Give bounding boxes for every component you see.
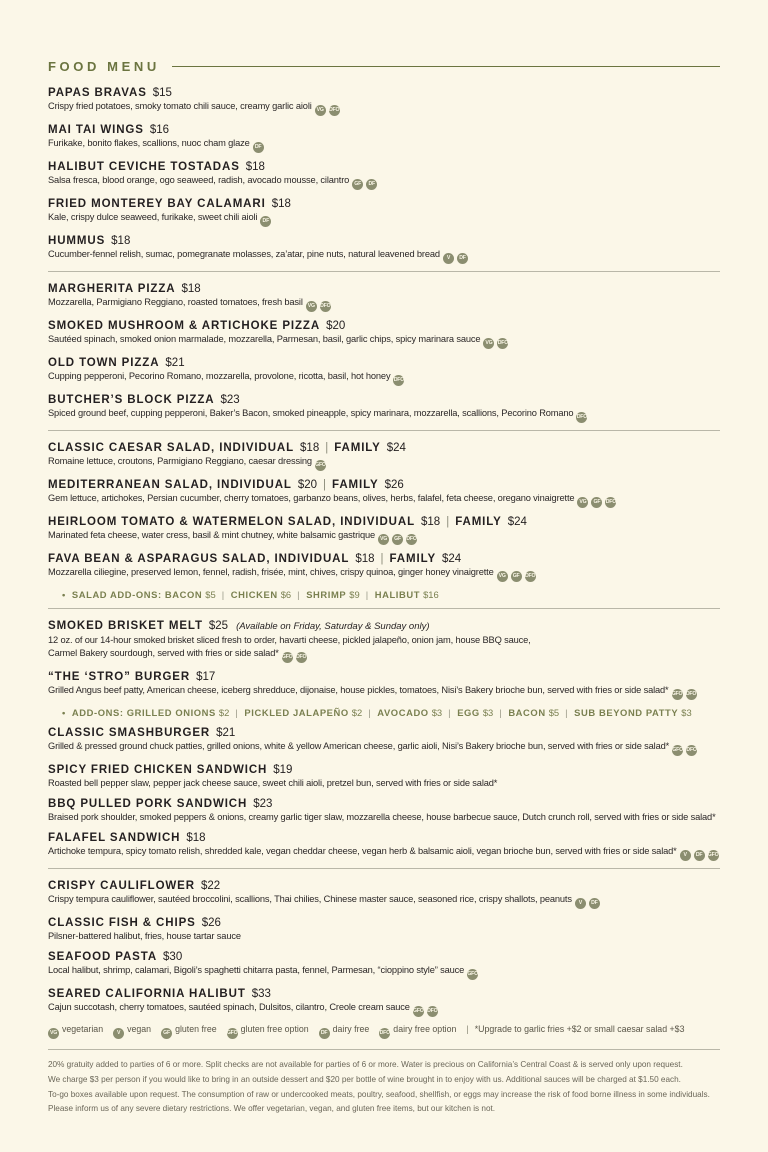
item-description: Artichoke tempura, spicy tomato relish, shredded kale, vegan cheddar cheese, vegan herb & balsamic aioli, vegan brioche bun, served with fries or side salad* V DF GFO bbox=[48, 845, 720, 861]
item-price-family: $24 bbox=[386, 442, 406, 454]
section-divider bbox=[48, 868, 720, 869]
addon-separator: | bbox=[297, 589, 301, 600]
legend-item bbox=[161, 1024, 217, 1034]
item-price: $18 bbox=[245, 161, 265, 173]
item-price: $19 bbox=[273, 764, 293, 776]
item-heading bbox=[48, 441, 720, 455]
item-heading bbox=[48, 515, 720, 529]
item-price: $21 bbox=[165, 357, 185, 369]
diet-badge-icon: GFO bbox=[227, 1028, 238, 1039]
item-name: PAPAS BRAVAS bbox=[48, 87, 147, 99]
item-price: $20 bbox=[297, 479, 318, 491]
item-description: Local halibut, shrimp, calamari, Bigoli’s spaghetti chitarra pasta, fennel, Parmesan, “cioppino style” sauce GFO bbox=[48, 964, 720, 980]
menu-item bbox=[48, 552, 720, 582]
legend-label: dairy free option bbox=[393, 1024, 457, 1034]
menu-item bbox=[48, 670, 720, 700]
item-heading bbox=[48, 478, 720, 492]
item-name-family: FAMILY bbox=[332, 479, 379, 491]
menu-item bbox=[48, 234, 720, 264]
addon-price: $5 bbox=[205, 589, 216, 600]
diet-badge-icon: DFO bbox=[427, 1006, 438, 1017]
menu-item bbox=[48, 393, 720, 423]
diet-badge-icon: DFO bbox=[393, 375, 404, 386]
diet-badge-icon: VG bbox=[378, 534, 389, 545]
item-heading bbox=[48, 160, 720, 174]
item-price: $18 bbox=[355, 553, 375, 565]
menu-item bbox=[48, 515, 720, 545]
item-description: Cupping pepperoni, Pecorino Romano, mozzarella, provolone, ricotta, basil, hot honey DFO bbox=[48, 370, 720, 386]
diet-badge-icon: DF bbox=[253, 142, 264, 153]
item-description: Spiced ground beef, cupping pepperoni, Baker’s Bacon, smoked pineapple, spicy marinara, mozzarella, scallions, Pecorino Romano DFO bbox=[48, 407, 720, 423]
item-name: SEAFOOD PASTA bbox=[48, 951, 158, 963]
section-divider bbox=[48, 271, 720, 272]
diet-badge-icon: V bbox=[113, 1028, 124, 1039]
item-description: Cajun succotash, cherry tomatoes, sautéed spinach, Dulsitos, cilantro, Creole cream sauce GFO DFO bbox=[48, 1001, 720, 1017]
item-heading bbox=[48, 197, 720, 211]
item-heading bbox=[48, 831, 720, 845]
addon-price: $5 bbox=[548, 707, 560, 718]
item-name: CRISPY CAULIFLOWER bbox=[48, 880, 195, 892]
diet-badge-icon: DF bbox=[366, 179, 377, 190]
item-name: HALIBUT CEVICHE TOSTADAS bbox=[48, 161, 240, 173]
item-price: $15 bbox=[152, 87, 172, 99]
menu-item bbox=[48, 478, 720, 508]
legend-item bbox=[379, 1024, 456, 1034]
item-description: Cucumber-fennel relish, sumac, pomegranate molasses, za’atar, pine nuts, natural leavened bread V DF bbox=[48, 248, 720, 264]
legend-label: vegetarian bbox=[62, 1024, 104, 1034]
diet-badge-icon: V bbox=[443, 253, 454, 264]
addon-label: AVOCADO bbox=[377, 707, 429, 718]
diet-badge-icon: DF bbox=[457, 253, 468, 264]
item-name: HUMMUS bbox=[48, 235, 106, 247]
item-name: MAI TAI WINGS bbox=[48, 124, 144, 136]
item-heading bbox=[48, 619, 720, 634]
menu-item bbox=[48, 916, 720, 943]
diet-badge-icon: DFO bbox=[329, 105, 340, 116]
item-description: Mozzarella ciliegine, preserved lemon, fennel, radish, frisée, mint, chives, crispy quinoa, ginger honey vinaigrette VG GF DFO bbox=[48, 566, 720, 582]
addon-separator: | bbox=[565, 707, 569, 718]
addon-label: SHRIMP bbox=[306, 589, 347, 600]
diet-badge-icon: DFO bbox=[497, 338, 508, 349]
item-heading bbox=[48, 282, 720, 296]
item-price: $17 bbox=[196, 671, 216, 683]
diet-badge-icon: VG bbox=[497, 571, 508, 582]
item-heading bbox=[48, 879, 720, 893]
diet-badge-icon: VG bbox=[306, 301, 317, 312]
item-price: $18 bbox=[186, 832, 206, 844]
item-description: Crispy fried potatoes, smoky tomato chili sauce, creamy garlic aioli VG DFO bbox=[48, 100, 720, 116]
menu-item bbox=[48, 197, 720, 227]
item-price-family: $24 bbox=[442, 553, 462, 565]
addon-separator: | bbox=[365, 589, 369, 600]
item-heading bbox=[48, 797, 720, 811]
item-heading bbox=[48, 552, 720, 566]
menu-item bbox=[48, 86, 720, 116]
menu-item bbox=[48, 160, 720, 190]
diet-badge-icon: DF bbox=[260, 216, 271, 227]
menu-item bbox=[48, 726, 720, 756]
legend-item bbox=[319, 1024, 370, 1034]
item-name: FAVA BEAN & ASPARAGUS SALAD, INDIVIDUAL bbox=[48, 553, 350, 565]
menu-section bbox=[48, 441, 720, 600]
diet-badge-icon: VG bbox=[483, 338, 494, 349]
diet-badge-icon: V bbox=[680, 850, 691, 861]
item-heading bbox=[48, 234, 720, 248]
menu-item bbox=[48, 282, 720, 312]
item-name: FRIED MONTEREY BAY CALAMARI bbox=[48, 198, 266, 210]
footer-divider bbox=[48, 1049, 720, 1050]
item-description: Romaine lettuce, croutons, Parmigiano Reggiano, caesar dressing GFO bbox=[48, 455, 720, 471]
item-name: CLASSIC CAESAR SALAD, INDIVIDUAL bbox=[48, 442, 295, 454]
diet-badge-icon: VG bbox=[48, 1028, 59, 1039]
addon-price: $2 bbox=[351, 707, 363, 718]
menu-item bbox=[48, 763, 720, 790]
menu-item bbox=[48, 879, 720, 909]
menu-item bbox=[48, 831, 720, 861]
addon-label: EGG bbox=[457, 707, 480, 718]
diet-badge-icon: GF bbox=[392, 534, 403, 545]
section-divider bbox=[48, 430, 720, 431]
addon-separator: | bbox=[221, 589, 225, 600]
diet-badge-icon: GFO bbox=[413, 1006, 424, 1017]
item-description: Gem lettuce, artichokes, Persian cucumber, cherry tomatoes, garbanzo beans, olives, herbs, falafel, feta cheese, oregano vinaigrette VG GF DFO bbox=[48, 492, 720, 508]
item-name-family: FAMILY bbox=[389, 553, 437, 565]
addon-label: SUB BEYOND PATTY bbox=[574, 707, 679, 718]
diet-badge-icon: DFO bbox=[296, 652, 307, 663]
legend-separator: | bbox=[466, 1024, 469, 1034]
diet-badge-icon: GFO bbox=[672, 689, 683, 700]
item-description: Crispy tempura cauliflower, sautéed broccolini, scallions, Thai chilies, Chinese master sauce, seasoned rice, crispy shallots, peanuts V DF bbox=[48, 893, 720, 909]
item-price: $25 bbox=[208, 620, 229, 632]
item-price: $18 bbox=[421, 516, 441, 528]
item-price: $18 bbox=[300, 442, 320, 454]
item-heading bbox=[48, 123, 720, 137]
item-name: FALAFEL SANDWICH bbox=[48, 832, 181, 844]
diet-badge-icon: V bbox=[575, 898, 586, 909]
item-description: Carmel Bakery sourdough, served with fries or side salad* GFO DFO bbox=[48, 647, 720, 663]
diet-badge-icon: DFO bbox=[576, 412, 587, 423]
item-heading bbox=[48, 950, 720, 964]
menu-body bbox=[48, 86, 720, 1117]
item-description: Braised pork shoulder, smoked peppers & onions, creamy garlic tiger slaw, mozzarella cheese, house barbecue sauce, Dutch crunch roll, served with fries or side salad* bbox=[48, 812, 716, 822]
item-name: OLD TOWN PIZZA bbox=[48, 357, 160, 369]
item-name: SMOKED MUSHROOM & ARTICHOKE PIZZA bbox=[48, 320, 321, 332]
item-heading bbox=[48, 987, 720, 1001]
item-heading bbox=[48, 763, 720, 777]
item-price: $30 bbox=[163, 951, 183, 963]
menu-header bbox=[48, 57, 720, 75]
addon-price: $3 bbox=[431, 707, 443, 718]
item-description: Roasted bell pepper slaw, pepper jack cheese sauce, sweet chili aioli, pretzel bun, served with fries or side salad* bbox=[48, 778, 498, 788]
item-name: MARGHERITA PIZZA bbox=[48, 283, 176, 295]
legend-label: gluten free bbox=[175, 1024, 217, 1034]
diet-badge-icon: VG bbox=[315, 105, 326, 116]
item-description: Grilled & pressed ground chuck patties, grilled onions, white & yellow American cheese, garlic aioli, Nisi’s Bakery brioche bun, served with fries or side salad* GFO DFO bbox=[48, 740, 720, 756]
dietary-legend bbox=[48, 1024, 720, 1039]
item-price: $16 bbox=[149, 124, 169, 136]
diet-badge-icon: GF bbox=[591, 497, 602, 508]
addon-price: $6 bbox=[280, 589, 292, 600]
section-divider bbox=[48, 608, 720, 609]
item-description: Mozzarella, Parmigiano Reggiano, roasted tomatoes, fresh basil VG DFO bbox=[48, 296, 720, 312]
diet-badge-icon: GFO bbox=[708, 850, 719, 861]
header-divider bbox=[172, 66, 720, 67]
item-name: MEDITERRANEAN SALAD, INDIVIDUAL bbox=[48, 479, 292, 491]
footer-line: 20% gratuity added to parties of 6 or more. Split checks are not available for parties of 6 or more. Water is precious on California’s Central Coast & is served only upon request. bbox=[48, 1060, 683, 1069]
menu-item bbox=[48, 123, 720, 153]
legend-label: gluten free option bbox=[240, 1024, 309, 1034]
addon-label: PICKLED JALAPEÑO bbox=[244, 707, 349, 718]
addons-line bbox=[62, 707, 720, 718]
item-description: Pilsner-battered halibut, fries, house tartar sauce bbox=[48, 931, 241, 941]
price-separator: | bbox=[323, 479, 327, 491]
item-price: $18 bbox=[181, 283, 201, 295]
menu-item bbox=[48, 987, 720, 1017]
diet-badge-icon: DF bbox=[319, 1028, 330, 1039]
item-price: $23 bbox=[253, 798, 273, 810]
legend-item bbox=[48, 1024, 103, 1034]
addon-label: BACON bbox=[508, 707, 546, 718]
item-name: SEARED CALIFORNIA HALIBUT bbox=[48, 988, 246, 1000]
diet-badge-icon: DFO bbox=[320, 301, 331, 312]
legend-label: dairy free bbox=[332, 1024, 370, 1034]
addon-separator: | bbox=[448, 707, 452, 718]
addon-separator: | bbox=[499, 707, 503, 718]
diet-badge-icon: DFO bbox=[406, 534, 417, 545]
menu-item bbox=[48, 441, 720, 471]
item-description: Marinated feta cheese, water cress, basil & mint chutney, white balsamic gastrique VG GF DFO bbox=[48, 529, 720, 545]
item-price: $22 bbox=[200, 880, 221, 892]
diet-badge-icon: DF bbox=[589, 898, 600, 909]
menu-section bbox=[48, 86, 720, 264]
item-price: $18 bbox=[271, 198, 291, 210]
footer-notes bbox=[48, 1058, 720, 1117]
price-separator: | bbox=[380, 553, 384, 565]
item-description: Salsa fresca, blood orange, ogo seaweed, radish, avocado mousse, cilantro GF DF bbox=[48, 174, 720, 190]
addon-separator: | bbox=[368, 707, 372, 718]
diet-badge-icon: VG bbox=[577, 497, 588, 508]
diet-badge-icon: GF bbox=[161, 1028, 172, 1039]
addon-price: $16 bbox=[423, 589, 439, 600]
item-heading bbox=[48, 319, 720, 333]
diet-badge-icon: GFO bbox=[467, 969, 478, 980]
menu-item bbox=[48, 619, 720, 663]
item-price: $23 bbox=[220, 394, 240, 406]
diet-badge-icon: DF bbox=[694, 850, 705, 861]
item-description: Furikake, bonito flakes, scallions, nuoc cham glaze DF bbox=[48, 137, 720, 153]
diet-badge-icon: DFO bbox=[605, 497, 616, 508]
item-name: CLASSIC SMASHBURGER bbox=[48, 727, 211, 739]
addon-price: $2 bbox=[218, 707, 230, 718]
item-price: $26 bbox=[201, 917, 221, 929]
item-description: Kale, crispy dulce seaweed, furikake, sweet chili aioli DF bbox=[48, 211, 720, 227]
menu-item bbox=[48, 950, 720, 980]
item-name: HEIRLOOM TOMATO & WATERMELON SALAD, INDIVIDUAL bbox=[48, 516, 416, 528]
footer-line: Please inform us of any severe dietary restrictions. We offer vegetarian, vegan, and gluten free items, but our kitchen is not. bbox=[48, 1104, 496, 1114]
addon-price: $3 bbox=[482, 707, 494, 718]
item-heading bbox=[48, 393, 720, 407]
item-price-family: $24 bbox=[507, 516, 527, 528]
diet-badge-icon: GFO bbox=[315, 460, 326, 471]
availability-note: (Available on Friday, Saturday & Sunday only) bbox=[236, 621, 430, 632]
item-price: $20 bbox=[326, 320, 346, 332]
item-heading bbox=[48, 726, 720, 740]
addons-line bbox=[62, 589, 720, 600]
item-heading bbox=[48, 670, 720, 684]
item-description: 12 oz. of our 14-hour smoked brisket sliced fresh to order, havarti cheese, pickled jalapeño, onion jam, house BBQ sauce, bbox=[48, 635, 531, 645]
item-name: “THE ‘STRO” BURGER bbox=[48, 671, 191, 683]
diet-badge-icon: DFO bbox=[686, 689, 697, 700]
menu-item bbox=[48, 797, 720, 824]
item-heading bbox=[48, 916, 720, 930]
legend-label: vegan bbox=[127, 1024, 152, 1034]
item-description: Sautéed spinach, smoked onion marmalade, mozzarella, Parmesan, basil, garlic chips, spicy marinara sauce VG DFO bbox=[48, 333, 720, 349]
addon-label: HALIBUT bbox=[374, 589, 421, 600]
item-price: $18 bbox=[111, 235, 131, 247]
addon-label: SALAD ADD-ONS: BACON bbox=[71, 589, 203, 600]
menu-section bbox=[48, 879, 720, 1017]
menu-title: FOOD MENU bbox=[48, 58, 160, 74]
item-name: BBQ PULLED PORK SANDWICH bbox=[48, 798, 248, 810]
item-name: CLASSIC FISH & CHIPS bbox=[48, 917, 196, 929]
item-name-family: FAMILY bbox=[455, 516, 502, 528]
diet-badge-icon: GFO bbox=[672, 745, 683, 756]
addon-price: $9 bbox=[349, 589, 360, 600]
upgrade-note: *Upgrade to garlic fries +$2 or small caesar salad +$3 bbox=[474, 1024, 685, 1034]
price-separator: | bbox=[446, 516, 450, 528]
item-heading bbox=[48, 86, 720, 100]
item-price: $21 bbox=[216, 727, 236, 739]
diet-badge-icon: DFO bbox=[686, 745, 697, 756]
addon-label: ADD-ONS: GRILLED ONIONS bbox=[71, 707, 216, 718]
item-name: SPICY FRIED CHICKEN SANDWICH bbox=[48, 764, 268, 776]
footer-line: To-go boxes available upon request. The consumption of raw or undercooked meats, poultry, seafood, shellfish, or eggs may increase the risk of food borne illness in some individuals. bbox=[48, 1089, 710, 1099]
footer-line: We charge $3 per person if you would like to bring in an outside dessert and $20 per bottle of wine brought in to enjoy with us. Additional sauces will be charged at $1.50 each. bbox=[48, 1074, 681, 1084]
diet-badge-icon: GF bbox=[511, 571, 522, 582]
item-price-family: $26 bbox=[384, 479, 404, 491]
diet-badge-icon: DFO bbox=[379, 1028, 390, 1039]
item-price: $33 bbox=[251, 988, 271, 1000]
legend-item bbox=[113, 1024, 151, 1034]
menu-section bbox=[48, 282, 720, 423]
item-name: SMOKED BRISKET MELT bbox=[48, 620, 203, 632]
menu-item bbox=[48, 356, 720, 386]
item-name: BUTCHER’S BLOCK PIZZA bbox=[48, 394, 215, 406]
menu-section bbox=[48, 619, 720, 861]
price-separator: | bbox=[325, 442, 329, 454]
legend-item bbox=[227, 1024, 309, 1034]
item-heading bbox=[48, 356, 720, 370]
diet-badge-icon: DFO bbox=[525, 571, 536, 582]
bullet-icon: • bbox=[62, 707, 66, 718]
addon-price: $3 bbox=[681, 707, 692, 718]
addon-separator: | bbox=[235, 707, 239, 718]
addon-label: CHICKEN bbox=[230, 589, 278, 600]
menu-item bbox=[48, 319, 720, 349]
diet-badge-icon: GFO bbox=[282, 652, 293, 663]
diet-badge-icon: GF bbox=[352, 179, 363, 190]
item-name-family: FAMILY bbox=[334, 442, 381, 454]
item-description: Grilled Angus beef patty, American cheese, iceberg shredduce, dijonaise, house pickles, tomatoes, Nisi’s Bakery brioche bun, served with fries or side salad* GFO DFO bbox=[48, 684, 720, 700]
bullet-icon: • bbox=[62, 589, 66, 600]
